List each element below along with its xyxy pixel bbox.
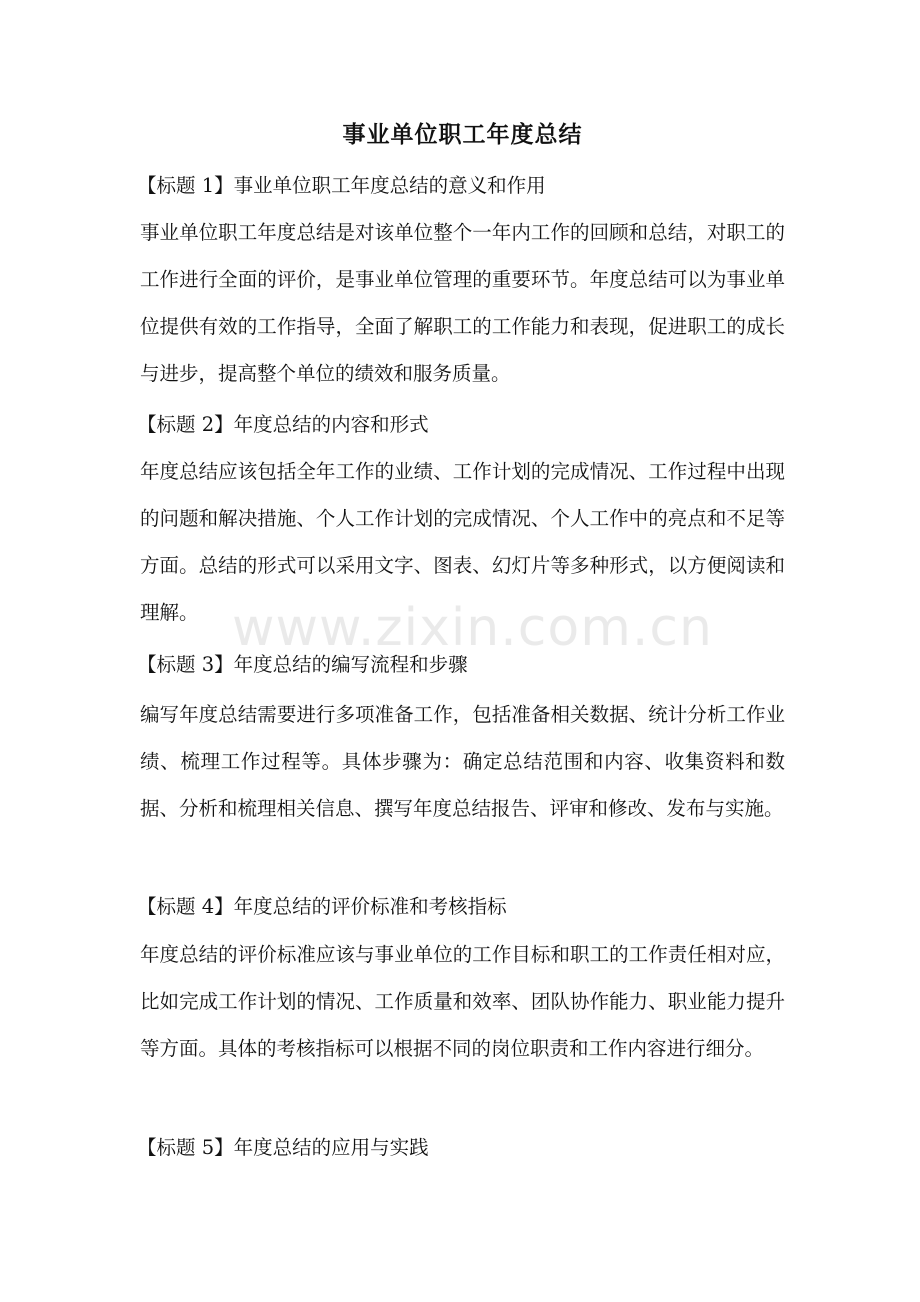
section-3-body: 编写年度总结需要进行多项准备工作，包括准备相关数据、统计分析工作业绩、梳理工作过程等。具体步骤为：确定总结范围和内容、收集资料和数据、分析和梳理相关信息、撰写年度总结报告、评审和修改、发布与实施。 (140, 703, 785, 820)
document-title: 事业单位职工年度总结 (342, 121, 583, 148)
section-5-heading: 【标题 5】年度总结的应用与实践 (137, 1136, 429, 1159)
section-4-heading: 【标题 4】年度总结的评价标准和考核指标 (137, 895, 507, 918)
section-3-heading: 【标题 3】年度总结的编写流程和步骤 (137, 653, 468, 676)
section-1-body: 事业单位职工年度总结是对该单位整个一年内工作的回顾和总结，对职工的工作进行全面的评价，是事业单位管理的重要环节。年度总结可以为事业单位提供有效的工作指导，全面了解职工的工作能力和表现，促进职工的成长与进步，提高整个单位的绩效和服务质量。 (140, 221, 785, 385)
section-2-body: 年度总结应该包括全年工作的业绩、工作计划的完成情况、工作过程中出现的问题和解决措施、个人工作计划的完成情况、个人工作中的亮点和不足等方面。总结的形式可以采用文字、图表、幻灯片等多种形式，以方便阅读和理解。 (140, 460, 785, 624)
section-2-heading: 【标题 2】年度总结的内容和形式 (137, 413, 429, 436)
section-4-body: 年度总结的评价标准应该与事业单位的工作目标和职工的工作责任相对应，比如完成工作计划的情况、工作质量和效率、团队协作能力、职业能力提升等方面。具体的考核指标可以根据不同的岗位职责和工作内容进行细分。 (140, 943, 785, 1060)
watermark: www.zixin.com.cn (232, 598, 713, 658)
section-1-heading: 【标题 1】事业单位职工年度总结的意义和作用 (137, 174, 546, 197)
